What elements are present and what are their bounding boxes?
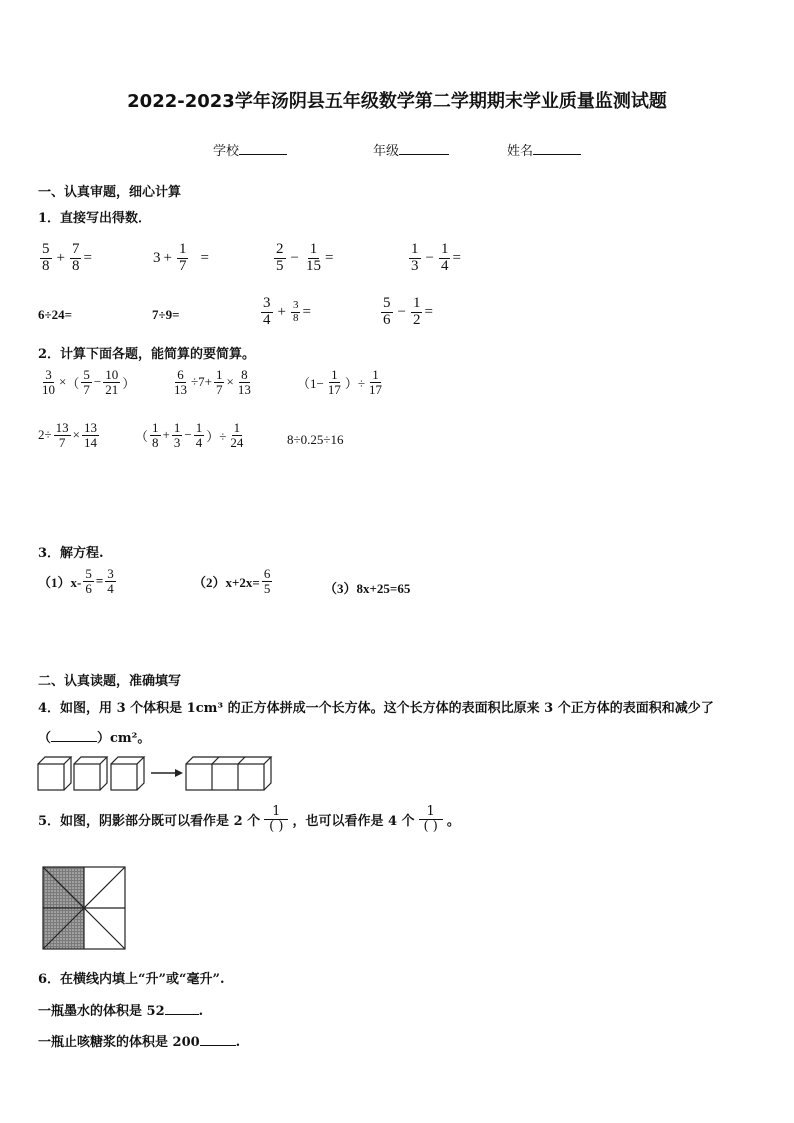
q1-item-5: 6÷24= <box>38 307 73 322</box>
q6-blank-2[interactable] <box>200 1045 236 1046</box>
section-2-heading: 二、认真读题，准确填写 <box>38 674 182 689</box>
q2-expr-1: $\frac{3}{10}$ × （ 5 7 − $\frac{10}{21}$ ） <box>42 367 136 397</box>
q3-equation-3: （3）8x+25=65 <box>324 581 411 596</box>
shaded-square-figure <box>42 866 126 950</box>
q1-item-1: 5 8 + $\frac{7}{8}$ = <box>42 241 92 274</box>
q3-equation-2: （2）x+2x= $\frac{6}{5}$ <box>193 566 271 596</box>
school-field <box>213 140 287 159</box>
cubes-figure <box>37 754 277 796</box>
grade-blank[interactable] <box>399 154 449 155</box>
q4-answer-line: （ ）cm²。 <box>38 731 151 746</box>
q2-expr-3: （1− $\frac{1}{17}$ ）÷ $\frac{1}{17}$ <box>297 367 382 397</box>
q2-expr-2: $\frac{6}{13}$ ÷7+ $\frac{1}{7}$ × $\frac{8}{13}$ <box>174 367 251 397</box>
q6-line-2: 一瓶止咳糖浆的体积是 200 . <box>38 1035 241 1050</box>
q2-expr-4: 2÷ $\frac{13}{7}$ × $\frac{13}{14}$ <box>38 420 97 450</box>
q5-fraction-2[interactable]: 1 ( ) <box>419 805 443 833</box>
q1-item-2: 3 + $\frac{1}{7}$ = <box>153 241 209 274</box>
q2-expr-6: 8÷0.25÷16 <box>287 432 344 447</box>
q6-blank-1[interactable] <box>165 1014 199 1015</box>
q4-answer-blank[interactable] <box>51 741 97 742</box>
section-1-heading: 一、认真审题，细心计算 <box>38 185 182 200</box>
q1-item-4: 1 3 − $\frac{1}{4}$ = <box>411 241 461 274</box>
name-label: 姓名 <box>507 144 534 159</box>
q1-item-6: 7÷9= <box>152 307 180 322</box>
cube-3 <box>111 757 144 790</box>
cuboid <box>186 757 271 790</box>
q2-label: 2．计算下面各题，能简算的要简算。 <box>38 347 256 362</box>
name-blank[interactable] <box>533 154 581 155</box>
q3-equation-1: （1）x- $\frac{5}{6}$ = $\frac{3}{4}$ <box>38 566 114 596</box>
arrow-right-icon <box>151 769 183 777</box>
school-label: 学校 <box>213 144 240 159</box>
name-field <box>507 140 581 159</box>
school-blank[interactable] <box>239 154 287 155</box>
cube-1 <box>38 757 71 790</box>
q3-label: 3．解方程. <box>38 546 104 561</box>
q1-item-7: 3 4 + $\frac{3}{8}$ = <box>263 295 311 328</box>
grade-field <box>373 140 449 159</box>
page-title: 2022-2023学年汤阴县五年级数学第二学期期末学业质量监测试题 <box>127 91 667 112</box>
q6-label: 6．在横线内填上“升”或“毫升”. <box>38 972 225 987</box>
q5-fraction-1[interactable]: 1 ( ) <box>264 805 288 833</box>
q5-text: 5．如图，阴影部分既可以看作是 2 个 1 ( ) ，也可以看作是 4 个 1 ( ) 。 <box>38 804 460 834</box>
cube-2 <box>74 757 107 790</box>
q1-item-8: 5 6 − $\frac{1}{2}$ = <box>383 295 433 328</box>
q6-line-1: 一瓶墨水的体积是 52 . <box>38 1004 204 1019</box>
q1-label: 1．直接写出得数． <box>38 211 152 226</box>
q1-item-3: 2 5 − $\frac{1}{15}$ = <box>276 241 334 274</box>
grade-label: 年级 <box>373 144 400 159</box>
q2-expr-5: （ 1 8 + $\frac{1}{3}$ − $\frac{1}{4}$ ）÷ $\frac{1}{24}$ <box>135 420 244 450</box>
q4-text: 4．如图，用 3 个体积是 1cm³ 的正方体拼成一个长方体。这个长方体的表面积比原来 3 个正方体的表面积和减少了 <box>38 701 714 716</box>
